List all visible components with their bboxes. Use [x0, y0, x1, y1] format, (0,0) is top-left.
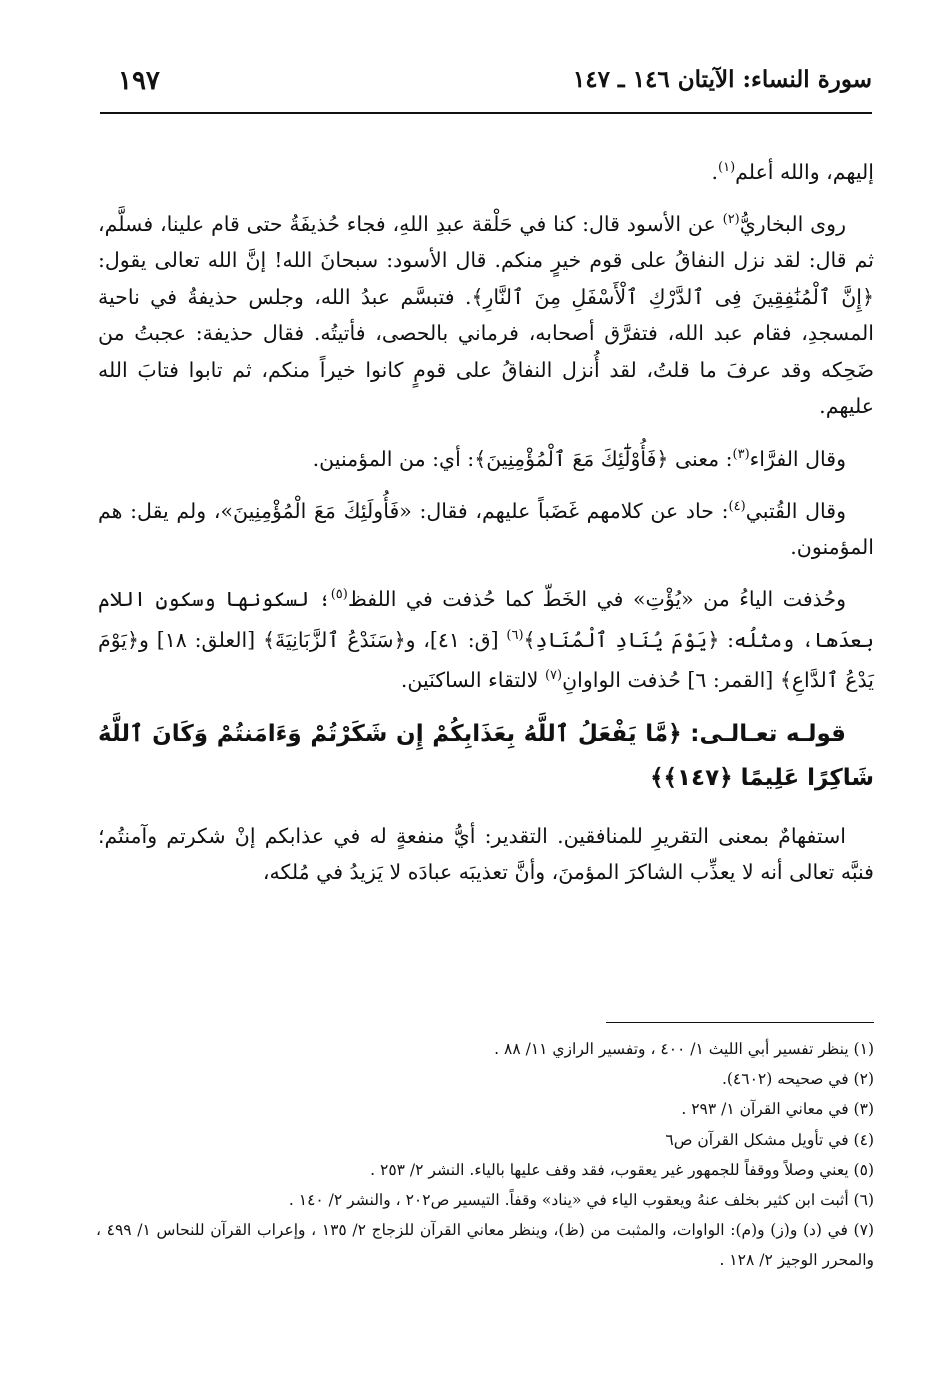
running-header: [100, 66, 872, 106]
paragraph-1: إليهم، والله أعلم$^{(١)}$.: [711, 159, 874, 184]
footnote-1: (١) ينظر تفسير أبي الليث ١/ ٤٠٠ ، وتفسير الرازي ١١/ ٨٨ .: [494, 1040, 874, 1058]
footnote-ref[interactable]: (٤): [728, 498, 746, 514]
paragraph-4: وقال القُتبي$^{(٤)}$: حاد عن كلامهم غَضَباً عليهم، فقال: «فَأُولَئِكَ مَعَ الْمُؤْمِنِينَ»، ولم يقل: هم المؤمنون.: [98, 498, 874, 559]
footnote-7: (٧) في (د) و(ز) و(م): الواوات، والمثبت من (ظ)، وينظر معاني القرآن للزجاج ٢/ ١٣٥ ، وإعراب القرآن للنحاس ١/ ٤٩٩ ، والمحرر الوجيز ٢/ ١٢٨ .: [96, 1221, 874, 1270]
paragraph-5: وحُذفت الياءُ من «يُؤْتِ» في الخَطّ كما حُذفت في اللفظ$^{(٥)}$؛ لسكونها وسكونِ اللام بعدَها، ومثلُه: ﴿يَوْمَ يُنَادِ ٱلْمُنَادِ﴾$^{(٦)}$ [ق: ٤١]، و﴿سَنَدْعُ ٱلزَّبَانِيَةَ﴾ [العلق: ١٨] و﴿يَوْمَ يَدْعُ ٱلدَّاعِ﴾ [القمر: ٦] حُذفت الواوانِ$^{(٧)}$ لالتقاء الساكنَين.: [98, 587, 874, 692]
footnote-4: (٤) في تأويل مشكل القرآن ص٦: [665, 1130, 874, 1149]
footnote-separator: [606, 1022, 874, 1023]
footnote-ref[interactable]: (٢): [722, 212, 740, 228]
footnotes: [96, 1034, 874, 1276]
footnote-6: (٦) أثبت ابن كثير بخلف عنهُ ويعقوب الياء في «يناد» وقفاً. التيسير ص٢٠٢ ، والنشر ٢/ ١٤٠ .: [288, 1191, 874, 1210]
footnote-ref[interactable]: (١): [718, 160, 736, 175]
paragraph-3: وقال الفرَّاء$^{(٣)}$: معنى ﴿فَأُوْلَٰٓئِكَ مَعَ ٱلْمُؤْمِنِينَ﴾: أي: من المؤمنين.: [312, 446, 846, 471]
paragraph-2: روى البخاريُّ$^{(٢)}$ عن الأسود قال: كنا في حَلْقة عبدِ اللهِ، فجاء حُذيفَةُ حتى قام علينا، فسلَّم، ثم قال: لقد نزل النفاقُ على قوم خيرٍ منكم. قال الأسود: سبحانَ الله! إنَّ الله تعالى يقول: ﴿إِنَّ ٱلْمُنَٰفِقِينَ فِى ٱلدَّرْكِ ٱلْأَسْفَلِ مِنَ ٱلنَّارِ﴾. فتبسَّم عبدُ الله، وجلس حذيفةُ في ناحية المسجدِ، فقام عبد الله، فتفرَّق أصحابه، فرماني بالحصى، فأتيتُه. فقال حذيفة: عجبتُ من ضَحِكه وقد عرفَ ما قلتُ، لقد أُنزل النفاقُ على قومٍ كانوا خيراً منكم، ثم تابوا فتابَ الله عليهم.: [98, 212, 874, 419]
header-rule: [100, 112, 872, 114]
footnote-2: (٢) في صحيحه (٤٦٠٢).: [721, 1070, 874, 1089]
footnote-ref[interactable]: (٣): [732, 446, 750, 462]
surah-title: سورة النساء: الآيتان ١٤٦ ـ ١٤٧: [572, 66, 872, 93]
footnote-ref[interactable]: (٥): [330, 587, 348, 603]
body-text: [98, 150, 874, 903]
ayah-text: ﴿مَّا يَفْعَلُ ٱللَّهُ بِعَذَابِكُمْ إِن شَكَرْتُمْ وَءَامَنتُمْ وَكَانَ ٱللَّهُ شَاكِرًا عَلِيمًا ﴿١٤٧﴾﴾: [98, 721, 874, 792]
ayah-heading: [98, 712, 874, 800]
footnote-ref[interactable]: (٦): [506, 627, 524, 643]
ayah-label: قولـه تعـالـى:: [681, 721, 846, 748]
footnote-3: (٣) في معاني القرآن ١/ ٢٩٣ .: [681, 1100, 874, 1119]
page-number: ١٩٧: [118, 66, 160, 96]
footnote-5: (٥) يعني وصلاً ووقفاً للجمهور غير يعقوب، فقد وقف عليها بالياء. النشر ٢/ ٢٥٣ .: [370, 1160, 874, 1179]
footnote-ref[interactable]: (٧): [544, 667, 563, 683]
paragraph-6: استفهامٌ بمعنى التقريرِ للمنافقين. التقدير: أيُّ منفعةٍ له في عذابكم إنْ شكرتم وآمنتُم؛ فنبَّه تعالى أنه لا يعذِّب الشاكرَ المؤمنَ، وأنَّ تعذيبَه عبادَه لا يَزيدُ في مُلكه،: [98, 824, 874, 885]
